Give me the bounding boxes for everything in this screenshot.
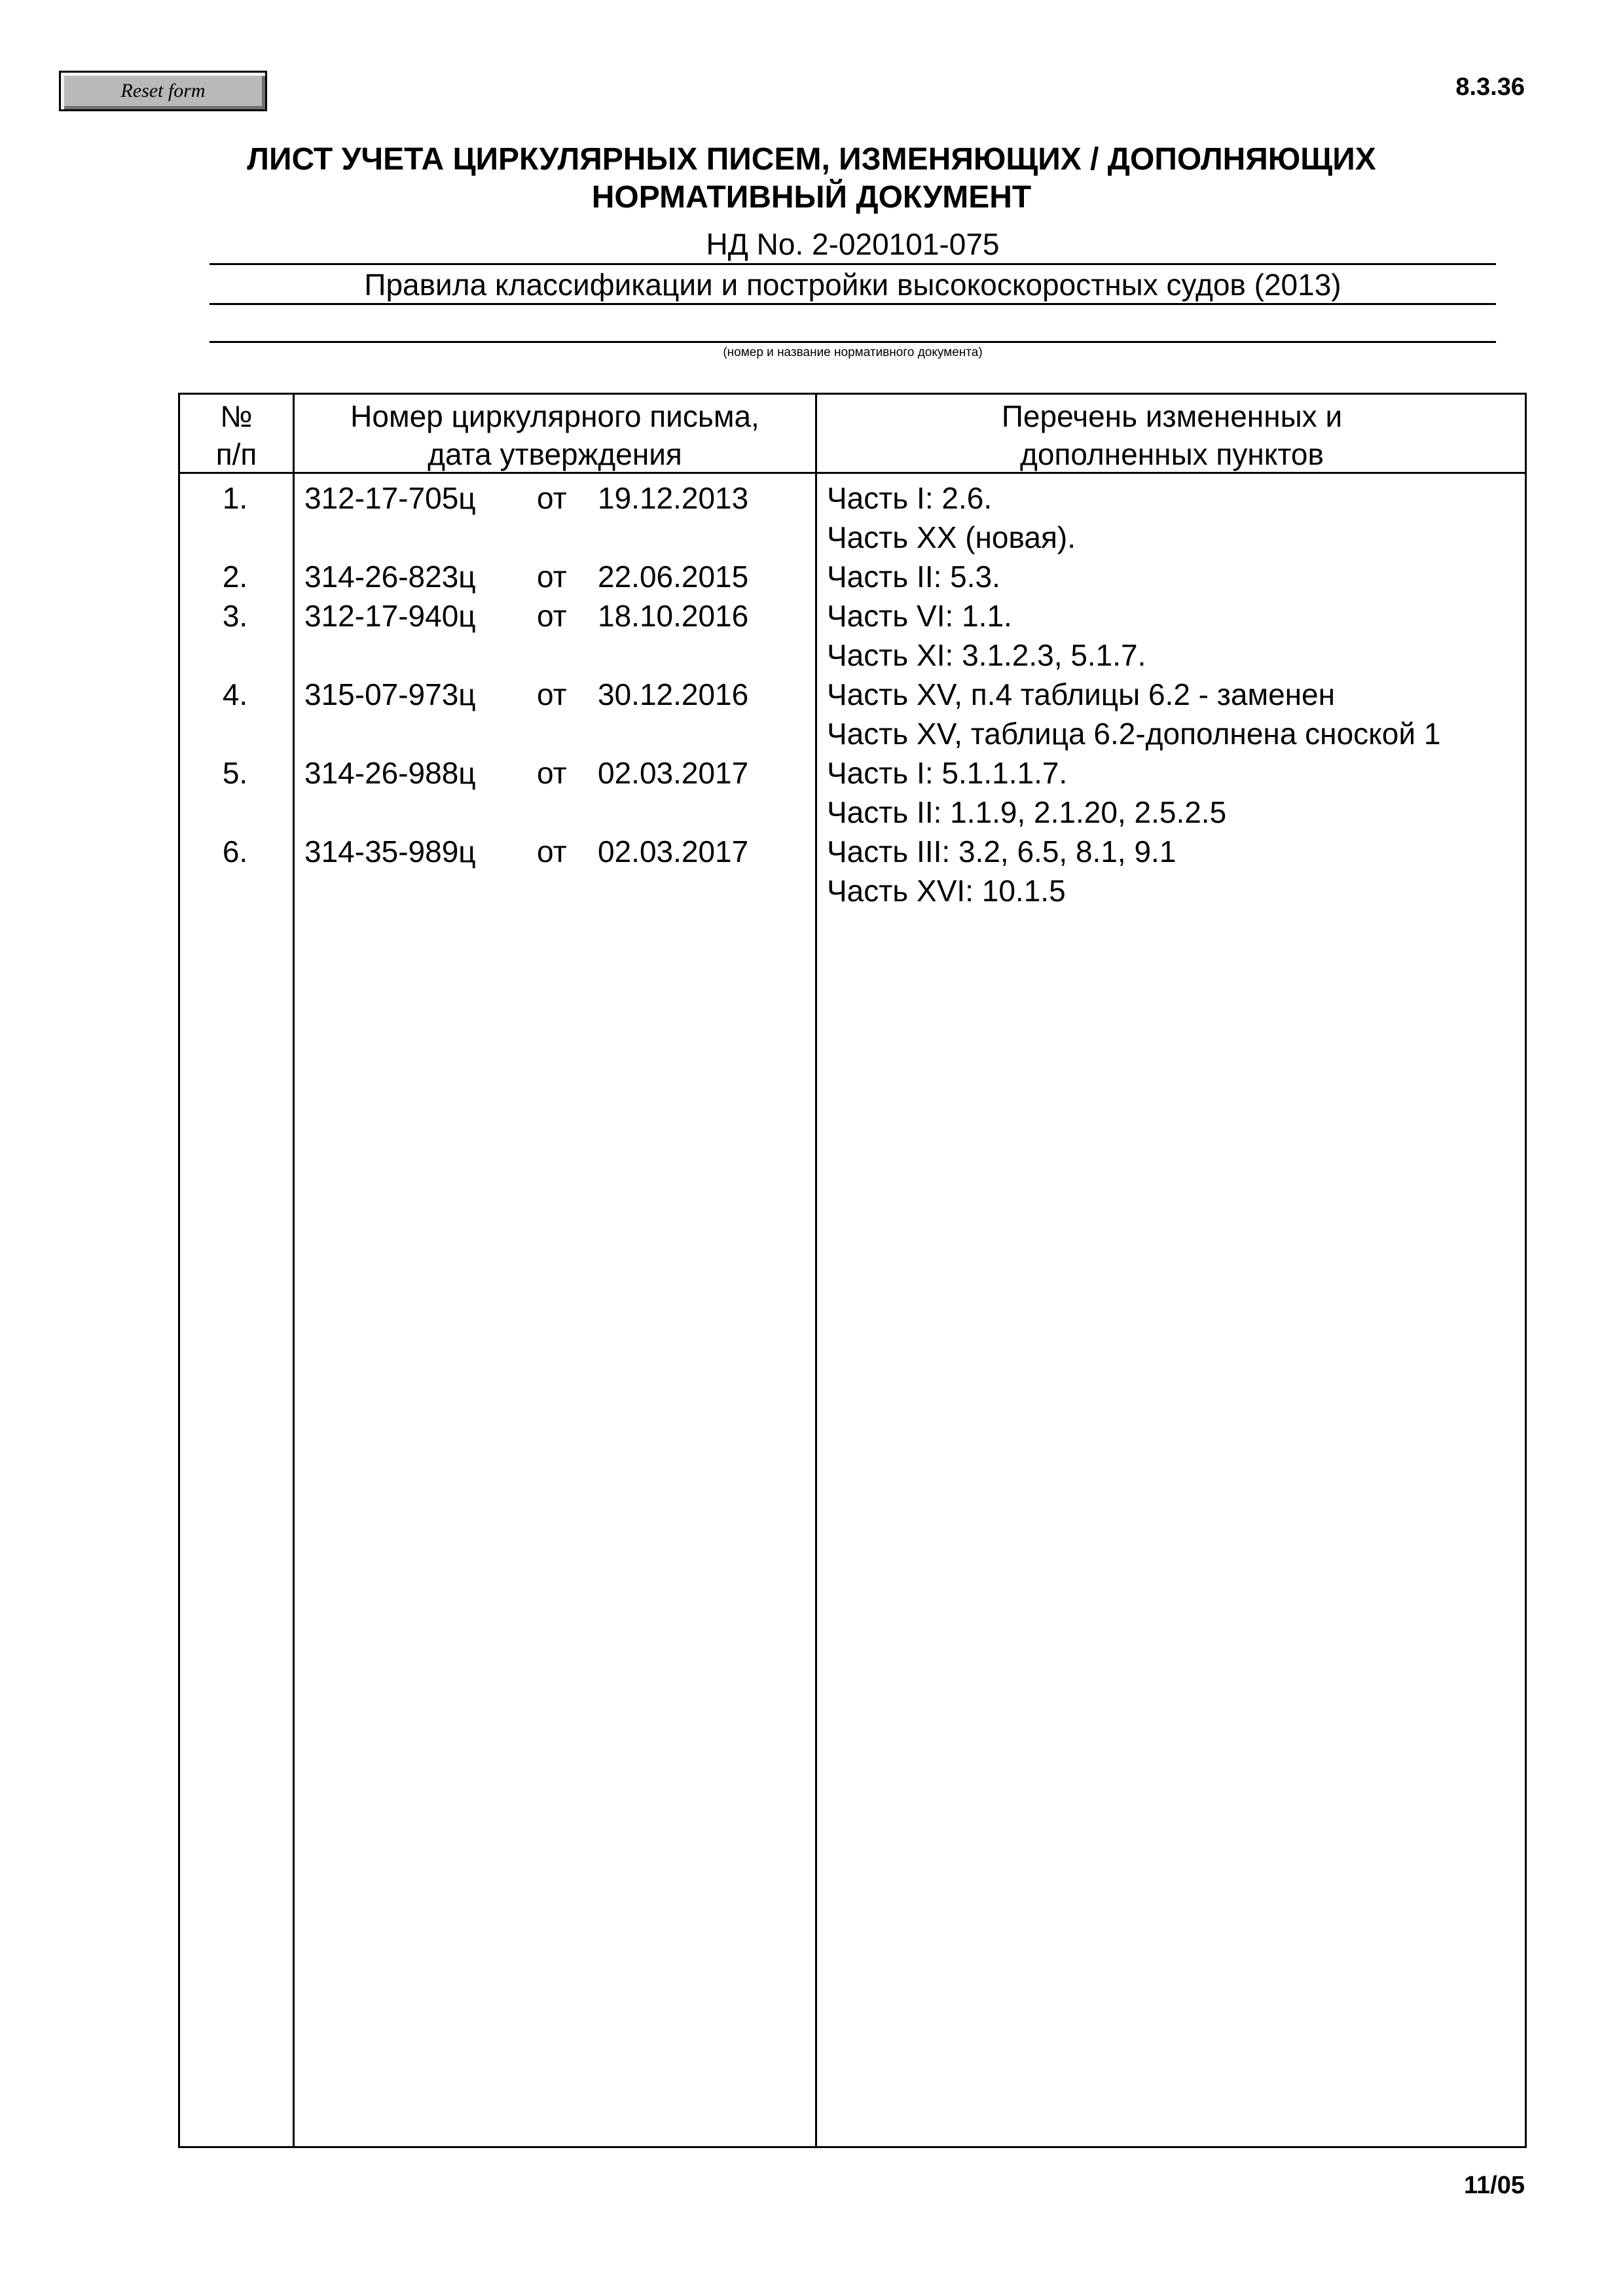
- from-label: от: [537, 834, 567, 869]
- header-letter-line-2: дата утверждения: [428, 437, 682, 471]
- header-parts-line-1: Перечень измененных и: [1001, 399, 1343, 433]
- approval-date: 19.12.2013: [598, 481, 749, 515]
- changed-items: [827, 596, 1146, 675]
- from-label: от: [537, 481, 567, 515]
- row-number: 4.: [222, 677, 248, 711]
- changed-item: Часть XVI: 10.1.5: [827, 874, 1066, 908]
- row-number: 1.: [222, 481, 248, 515]
- title-line-2: НОРМАТИВНЫЙ ДОКУМЕНТ: [591, 180, 1032, 215]
- letter-number: 315-07-973ц: [304, 677, 476, 711]
- row-number: 2.: [222, 560, 248, 594]
- approval-date: 02.03.2017: [598, 834, 749, 869]
- reset-form-button[interactable]: Reset form: [59, 71, 267, 111]
- from-label: от: [537, 677, 567, 711]
- from-label: от: [537, 599, 567, 633]
- from-label: от: [537, 756, 567, 790]
- changed-item: Часть XV, таблица 6.2-дополнена сноской 1: [827, 717, 1441, 751]
- changed-item: Часть II: 1.1.9, 2.1.20, 2.5.2.5: [827, 795, 1227, 829]
- row-number: 5.: [222, 756, 248, 790]
- letter-number: 314-26-988ц: [304, 756, 476, 790]
- document-number: НД No. 2-020101-075: [706, 227, 1000, 261]
- divider: [210, 341, 1496, 343]
- document-caption: (номер и название нормативного документа): [723, 346, 983, 359]
- header-parts: [817, 397, 1527, 473]
- changed-item: Часть II: 5.3.: [827, 560, 1000, 594]
- letter-number: 314-35-989ц: [304, 834, 476, 869]
- header-parts-line-2: дополненных пунктов: [1020, 437, 1324, 471]
- changed-item: Часть XI: 3.1.2.3, 5.1.7.: [827, 638, 1146, 672]
- approval-date: 30.12.2016: [598, 677, 749, 711]
- changed-items: [827, 557, 1000, 596]
- column-divider: [815, 395, 817, 2146]
- changed-items: [827, 832, 1176, 910]
- page-footer-code: 11/05: [1464, 2172, 1525, 2199]
- from-label: от: [537, 560, 567, 594]
- circular-letters-table: [178, 393, 1527, 2148]
- page-code: 8.3.36: [1455, 73, 1525, 101]
- row-number: 6.: [222, 834, 248, 869]
- header-num: [180, 397, 293, 473]
- changed-items: [827, 675, 1440, 753]
- changed-item: Часть XX (новая).: [827, 520, 1076, 554]
- changed-items: [827, 478, 1076, 557]
- changed-items: [827, 753, 1226, 832]
- changed-item: Часть VI: 1.1.: [827, 599, 1012, 633]
- header-num-line-2: п/п: [215, 437, 257, 471]
- approval-date: 02.03.2017: [598, 756, 749, 790]
- changed-item: Часть I: 5.1.1.1.7.: [827, 756, 1068, 790]
- letter-number: 312-17-940ц: [304, 599, 476, 633]
- changed-item: Часть III: 3.2, 6.5, 8.1, 9.1: [827, 834, 1176, 869]
- title-line-1: ЛИСТ УЧЕТА ЦИРКУЛЯРНЫХ ПИСЕМ, ИЗМЕНЯЮЩИХ / ДОПОЛНЯЮЩИХ: [247, 142, 1376, 177]
- approval-date: 22.06.2015: [598, 560, 749, 594]
- header-letter-line-1: Номер циркулярного письма,: [350, 399, 759, 433]
- column-divider: [293, 395, 295, 2146]
- page-title: [0, 141, 1623, 217]
- header-num-line-1: №: [220, 399, 253, 433]
- header-letter: [295, 397, 815, 473]
- changed-item: Часть I: 2.6.: [827, 481, 993, 515]
- changed-item: Часть XV, п.4 таблицы 6.2 - заменен: [827, 677, 1336, 711]
- divider: [210, 263, 1496, 265]
- letter-number: 312-17-705ц: [304, 481, 476, 515]
- document-name: Правила классификации и постройки высокоскоростных судов (2013): [364, 268, 1341, 302]
- letter-number: 314-26-823ц: [304, 560, 476, 594]
- approval-date: 18.10.2016: [598, 599, 749, 633]
- row-number: 3.: [222, 599, 248, 633]
- divider: [210, 303, 1496, 305]
